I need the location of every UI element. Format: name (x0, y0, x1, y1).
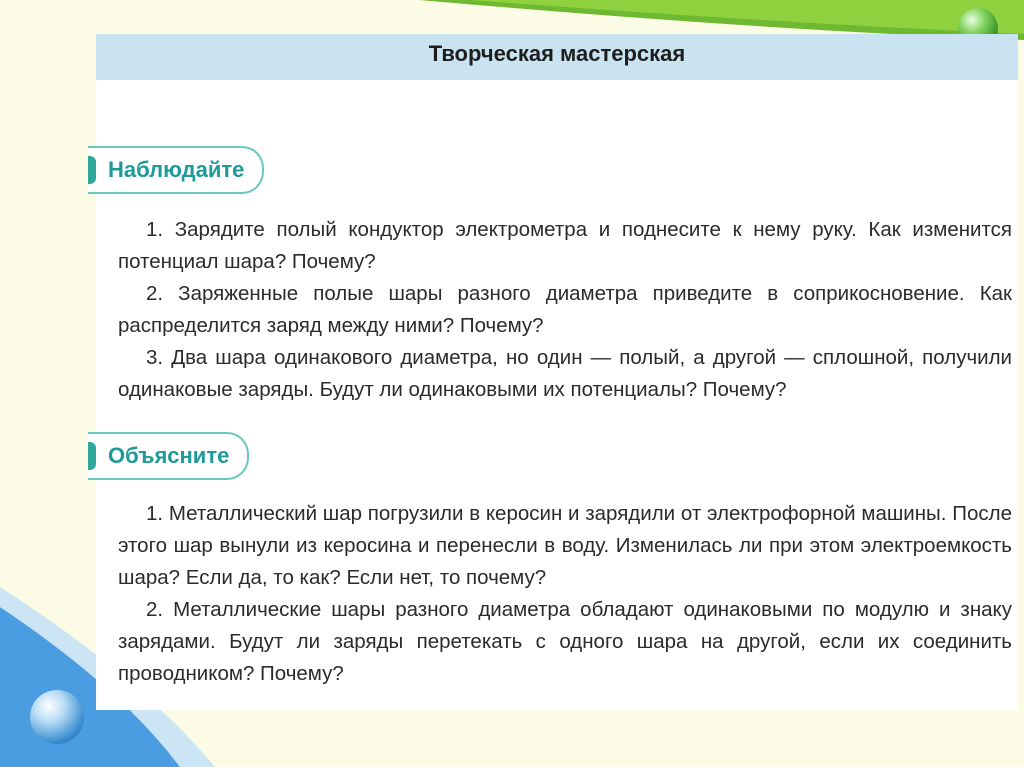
task-paragraph: 2. Металлические шары разного диаметра обладают одинаковыми по модулю и знаку зарядами. Будут ли заряды перетекать с одного шара на другой, если их соединить проводником? Почему? (118, 598, 1012, 685)
section-marker (88, 442, 96, 470)
textbook-page (96, 34, 1018, 710)
section-marker (88, 156, 96, 184)
task-paragraph: 3. Два шара одинакового диаметра, но один — полый, а другой — сплошной, получили одинаковые заряды. Будут ли одинаковыми их потенциалы? Почему? (118, 346, 1012, 401)
task-paragraph: 2. Заряженные полые шары разного диаметра приведите в соприкосновение. Как распределится заряд между ними? Почему? (118, 282, 1012, 337)
section-label-observe (88, 146, 264, 194)
task-paragraph: 1. Металлический шар погрузили в керосин и зарядили от электрофорной машины. После этого шар вынули из керосина и перенесли в воду. Изменилась ли при этом электроемкость шара? Если да, то как? Если нет, то почему? (118, 502, 1012, 589)
header-band (96, 34, 1018, 80)
page-title: Творческая мастерская (428, 41, 686, 66)
section-title: Объясните (108, 443, 230, 468)
section-label-explain (88, 432, 249, 480)
section-title: Наблюдайте (108, 157, 245, 182)
blue-bubble-decoration (30, 690, 84, 744)
task-paragraph: 1. Зарядите полый кондуктор электрометра и поднесите к нему руку. Как изменится потенциал шара? Почему? (118, 218, 1012, 273)
